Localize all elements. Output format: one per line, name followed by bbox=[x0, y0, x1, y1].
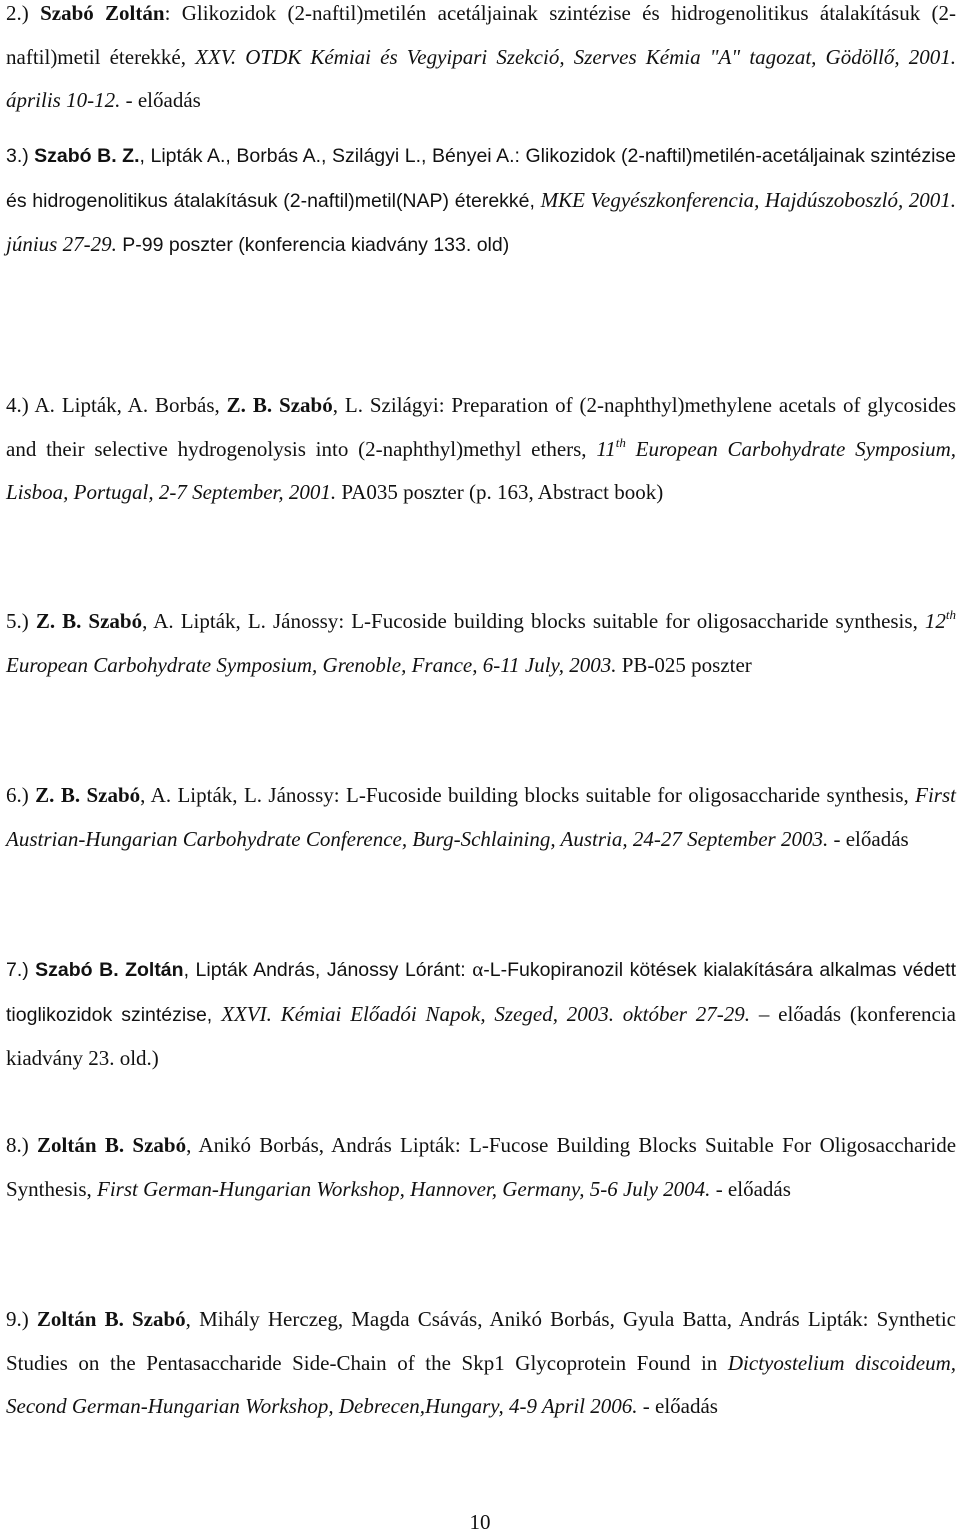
entry-author-highlight: Z. B. Szabó bbox=[35, 609, 143, 633]
entry-venue: MKE Vegyészkonferencia, Hajdúszoboszló, 2001. június 27-29. bbox=[6, 187, 956, 256]
entry-number: 3.) bbox=[6, 145, 29, 167]
entry-title: : L-Fucoside building blocks suitable for oligosaccharide synthesis, bbox=[333, 783, 916, 807]
entry-venue: European Carbohydrate Symposium, Grenoble, France, 6-11 July, 2003. bbox=[6, 652, 617, 677]
entry-separator: : bbox=[164, 1, 171, 25]
reference-entry-2 bbox=[6, 0, 956, 123]
entry-venue-superscript: th bbox=[945, 607, 956, 622]
entry-author-highlight: Szabó Zoltán bbox=[40, 1, 165, 25]
entry-venue-number: 11 bbox=[596, 436, 616, 461]
entry-authors: , Anikó Borbás, András Lipták bbox=[186, 1133, 455, 1157]
reference-entry-3 bbox=[6, 134, 956, 268]
entry-venue: European Carbohydrate Symposium, Lisboa, Portugal, 2-7 September, 2001. bbox=[6, 436, 956, 504]
entry-number: 2.) bbox=[6, 1, 29, 25]
entry-tail: - előadás bbox=[120, 88, 201, 112]
entry-venue: First German-Hungarian Workshop, Hannover, Germany, 5-6 July 2004. bbox=[97, 1176, 711, 1201]
entry-venue: XXV. OTDK Kémiai és Vegyipari Szekció, Szerves Kémia "A" tagozat, Gödöllő, 2001. április 10-12. bbox=[6, 44, 956, 112]
entry-author-highlight: Zoltán bbox=[125, 959, 184, 981]
entry-tail: - előadás bbox=[710, 1176, 791, 1201]
page-number: 10 bbox=[469, 1510, 491, 1534]
reference-entry-6 bbox=[6, 774, 956, 861]
entry-author-highlight: Szabó B. bbox=[35, 959, 119, 981]
entry-number: 6.) bbox=[6, 783, 29, 807]
reference-entry-8 bbox=[6, 1124, 956, 1211]
entry-number: 5.) bbox=[6, 609, 29, 633]
entry-organism: Dictyostelium discoideum bbox=[727, 1350, 951, 1375]
entry-title: : Synthetic Studies on the Pentasaccharide Side-Chain of the Skp1 Glycoprotein Found in bbox=[6, 1307, 956, 1375]
entry-authors: , Mihály Herczeg, Magda Csávás, Anikó Borbás, Gyula Batta, András Lipták bbox=[185, 1307, 863, 1331]
entry-title: : L-Fucoside building blocks suitable for oligosaccharide synthesis, bbox=[338, 609, 925, 633]
entry-number: 9.) bbox=[6, 1307, 29, 1331]
entry-author-highlight: B. Szabó bbox=[104, 1133, 187, 1157]
reference-entry-9 bbox=[6, 1298, 956, 1429]
entry-title: -L-Fukopiranozil kötések kialakítására alkalmas védett tioglikozidok szintézise, bbox=[6, 959, 957, 1026]
entry-authors: , Lipták A., Borbás A., Szilágyi L., Bényei A. bbox=[139, 145, 515, 167]
entry-author-highlight: Zoltán bbox=[36, 1307, 97, 1331]
entry-title: : Glikozidok (2-naftil)metilén-acetáljainak szintézise és hidrogenolitikus átalakításuk (2-naftil)metil(NAP) éterekké, bbox=[6, 145, 957, 212]
entry-venue: , Second German-Hungarian Workshop, Debrecen,Hungary, 4-9 April 2006. bbox=[6, 1350, 957, 1418]
entry-authors: , L. Szilágyi bbox=[332, 393, 439, 417]
reference-entry-5 bbox=[6, 600, 956, 687]
entry-author-highlight: Szabó B. Z. bbox=[34, 145, 140, 167]
entry-title: : Preparation of (2-naphthyl)methylene acetals of glycosides and their selective hydrogenolysis into (2-naphthyl)methyl ethers, bbox=[6, 393, 957, 461]
entry-venue-superscript: th bbox=[615, 434, 626, 450]
entry-authors-pre: A. Lipták, A. Borbás, bbox=[34, 393, 227, 417]
entry-number: 4.) bbox=[6, 393, 29, 417]
alpha-symbol: α bbox=[472, 957, 484, 981]
entry-venue: First Austrian-Hungarian Carbohydrate Conference, Burg-Schlaining, Austria, 24-27 September 2003. bbox=[6, 783, 956, 851]
entry-tail: P-99 poszter (konferencia kiadvány 133. old) bbox=[116, 234, 510, 256]
entry-tail: - előadás bbox=[828, 826, 909, 851]
entry-authors: , Lipták András, Jánossy Lóránt: bbox=[183, 959, 473, 981]
entry-author-highlight: B. Szabó bbox=[104, 1307, 186, 1331]
entry-author-highlight: Zoltán bbox=[37, 1133, 97, 1157]
reference-entry-7 bbox=[6, 948, 956, 1081]
entry-authors: , A. Lipták, L. Jánossy bbox=[140, 783, 334, 807]
entry-venue: XXVI. Kémiai Előadói Napok, Szeged, 2003. október 27-29. bbox=[221, 1001, 751, 1026]
entry-title: Glikozidok (2-naftil)metilén acetáljainak szintézise és hidrogenolitikus átalakításuk (2-naftil)metil éterekké, bbox=[6, 1, 957, 69]
entry-author-highlight: Z. B. Szabó bbox=[35, 783, 141, 807]
entry-authors: , A. Lipták, L. Jánossy bbox=[142, 609, 339, 633]
entry-number: 8.) bbox=[6, 1133, 29, 1157]
entry-number: 7.) bbox=[6, 959, 29, 981]
entry-author-highlight: Z. B. Szabó bbox=[226, 393, 333, 417]
entry-title: : L-Fucose Building Blocks Suitable For Oligosaccharide Synthesis, bbox=[6, 1133, 957, 1201]
entry-tail: PA035 poszter (p. 163, Abstract book) bbox=[336, 480, 664, 504]
entry-tail: PB-025 poszter bbox=[616, 652, 752, 677]
reference-entry-4 bbox=[6, 384, 956, 515]
entry-venue-number: 12 bbox=[924, 609, 946, 633]
entry-tail: - előadás bbox=[637, 1394, 718, 1418]
entry-tail: – előadás (konferencia kiadvány 23. old.) bbox=[6, 1001, 956, 1070]
